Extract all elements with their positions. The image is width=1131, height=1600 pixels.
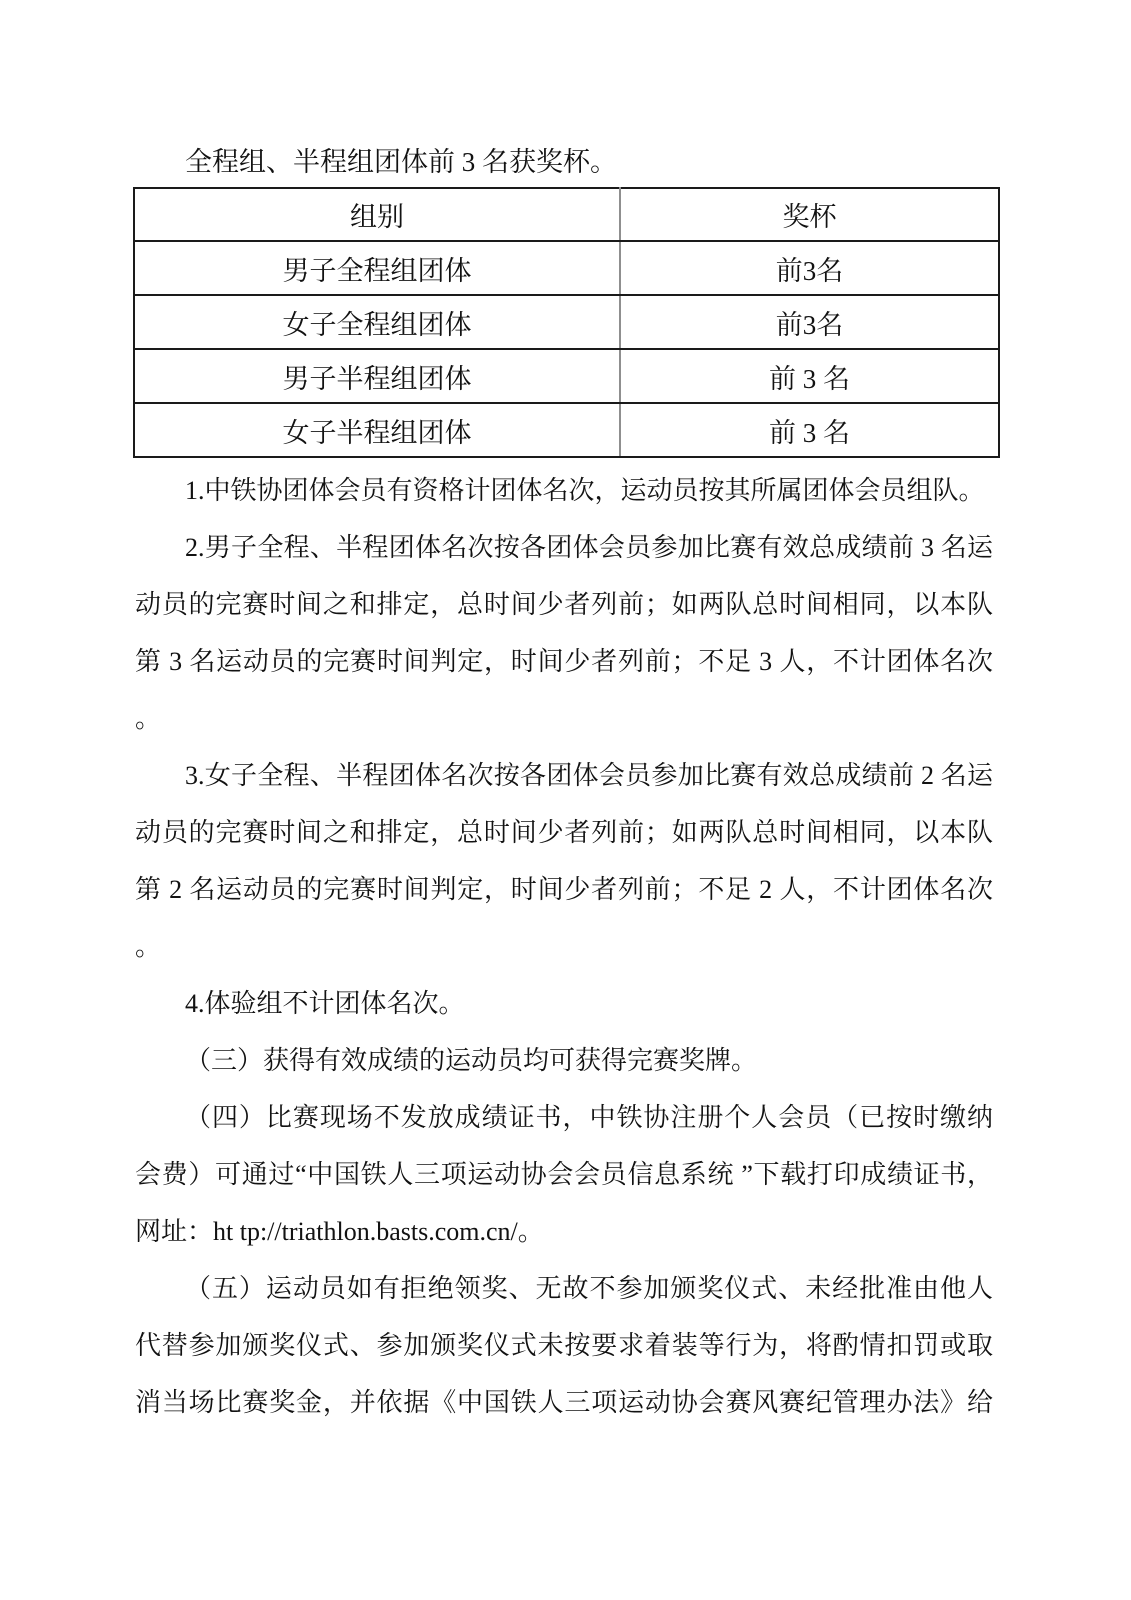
intro-line: 全程组、半程组团体前 3 名获奖杯。: [185, 147, 617, 177]
header-cell-group: 组别: [134, 188, 620, 241]
trophy-cell: 前 3 名: [620, 349, 999, 403]
table-row: [134, 295, 999, 349]
table-row: [134, 349, 999, 403]
table-row: [134, 403, 999, 457]
paragraph-3-line-3: 第 2 名运动员的完赛时间判定，时间少者列前；不足 2 人，不计团体名次: [135, 875, 993, 904]
paragraph-6-line-2: 会费）可通过“中国铁人三项运动协会会员信息系统 ”下载打印成绩证书，: [135, 1160, 993, 1189]
header-cell-trophy: 奖杯: [620, 188, 999, 241]
paragraph-5-line-1: （三）获得有效成绩的运动员均可获得完赛奖牌。: [185, 1046, 758, 1075]
paragraph-7-line-2: 代替参加颁奖仪式、参加颁奖仪式未按要求着装等行为，将酌情扣罚或取: [135, 1331, 993, 1360]
paragraph-6-line-1: （四）比赛现场不发放成绩证书，中铁协注册个人会员（已按时缴纳: [185, 1103, 993, 1132]
paragraph-2-line-2: 动员的完赛时间之和排定，总时间少者列前；如两队总时间相同，以本队: [135, 590, 993, 619]
paragraph-4-line-1: 4.体验组不计团体名次。: [185, 989, 465, 1018]
paragraph-2-line-3: 第 3 名运动员的完赛时间判定，时间少者列前；不足 3 人，不计团体名次: [135, 647, 993, 676]
body-text: [135, 462, 993, 1431]
trophy-cell: 前3名: [620, 295, 999, 349]
paragraph-3-line-2: 动员的完赛时间之和排定，总时间少者列前；如两队总时间相同，以本队: [135, 818, 993, 847]
prize-table: [133, 187, 1000, 458]
paragraph-1-line-1: 1.中铁协团体会员有资格计团体名次，运动员按其所属团体会员组队。: [185, 476, 985, 505]
paragraph-3-line-1: 3.女子全程、半程团体名次按各团体会员参加比赛有效总成绩前 2 名运: [185, 761, 993, 790]
trophy-cell: 前3名: [620, 241, 999, 295]
table-header-row: [134, 188, 999, 241]
paragraph-7-line-1: （五）运动员如有拒绝领奖、无故不参加颁奖仪式、未经批准由他人: [185, 1274, 993, 1303]
group-cell: 女子半程组团体: [134, 403, 620, 457]
table-row: [134, 241, 999, 295]
paragraph-2-line-1: 2.男子全程、半程团体名次按各团体会员参加比赛有效总成绩前 3 名运: [185, 533, 993, 562]
paragraph-2-line-4: 。: [135, 704, 162, 733]
paragraph-7-line-3: 消当场比赛奖金，并依据《中国铁人三项运动协会赛风赛纪管理办法》给: [135, 1388, 993, 1417]
group-cell: 女子全程组团体: [134, 295, 620, 349]
paragraph-6-line-3: 网址：ht tp://triathlon.basts.com.cn/。: [135, 1217, 544, 1246]
group-cell: 男子全程组团体: [134, 241, 620, 295]
group-cell: 男子半程组团体: [134, 349, 620, 403]
paragraph-3-line-4: 。: [135, 932, 162, 961]
trophy-cell: 前 3 名: [620, 403, 999, 457]
